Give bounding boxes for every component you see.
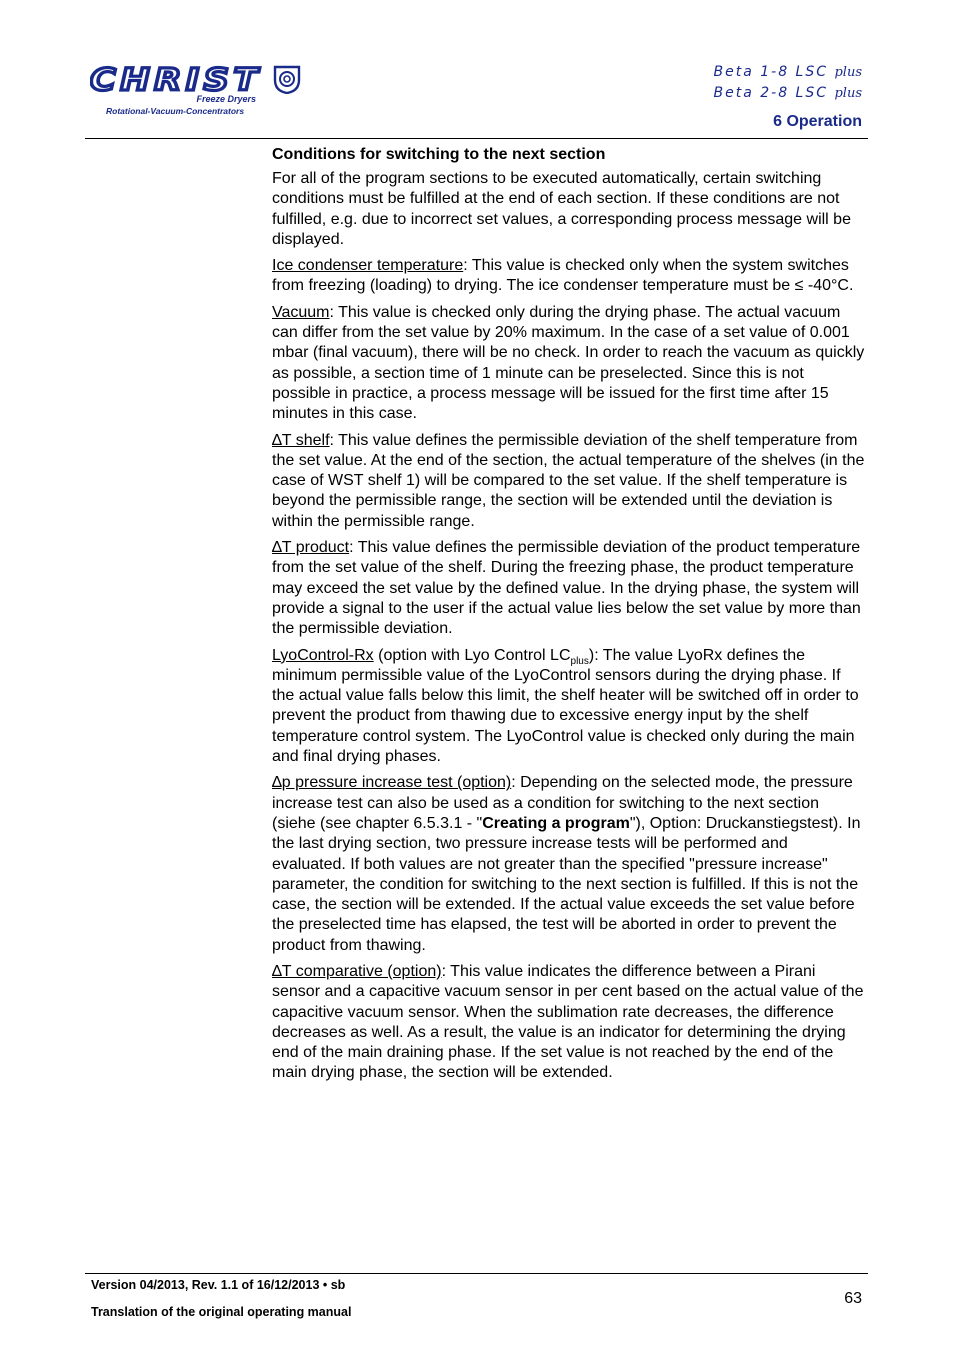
text-delta-t-comparative: : This value indicates the difference between a Pirani sensor and a capacitive vacuum sensor in per cent based on the actual value of the capacitive vacuum sensor. When the sublimation rate decreases, the difference decreases as well. As a result, the value is an indicator for determining the drying end of the main draining phase. If the set value is not reached by the end of the main drying phase, the section will be extended. <box>272 962 864 1082</box>
christ-logo <box>90 58 320 120</box>
term-delta-t-product: ∆T product <box>272 539 350 557</box>
product-suffix-2: plus <box>834 86 862 101</box>
text-pressure-increase: "), Option: Druckanstiegstest). In the last drying section, two pressure increase tests will be performed and evaluated. If both values are not greater than the specified "pressure increase" parameter, the condition for switching to the next section is fulfilled. If this is not the case, the section will be extended. If the actual value exceeds the set value before the preselected time has elapsed, the test will be aborted in order to prevent the product from thawing. <box>272 814 861 954</box>
section-title: 6 Operation <box>773 113 862 130</box>
intro-paragraph: For all of the program sections to be executed automatically, certain switching conditions must be fulfilled at the end of each section. If these conditions are not fulfilled, e.g. due to incorrect set values, a corresponding process message will be displayed. <box>272 170 851 248</box>
term-delta-t-shelf: ∆T shelf <box>272 431 330 449</box>
term-vacuum: Vacuum <box>272 303 330 321</box>
term-pressure-increase: ∆p pressure increase test (option) <box>272 774 512 792</box>
christ-seal-icon <box>272 64 302 94</box>
text-delta-t-shelf: : This value defines the permissible deviation of the shelf temperature from the set value. At the end of the section, the actual temperature of the shelves (in the case of WST shelf 1) will be compared to the set value. If the shelf temperature is beyond the permissible range, the section will be extended until the deviation is within the permissible range. <box>272 431 865 530</box>
logo-subtitle-concentrators: Rotational-Vacuum-Concentrators <box>106 106 245 116</box>
product-name-2: Beta 2-8 LSC <box>713 85 829 101</box>
text-lyocontrol: ): The value LyoRx defines the minimum permissible value of the LyoControl sensors during the drying phase. If the actual value falls below this limit, the shelf heater will be switched off in order to prevent the product from thawing due to excessive energy input by the shelf temperature control system. The LyoControl value is checked only during the main and final drying phases. <box>272 646 859 766</box>
product-name-1: Beta 1-8 LSC <box>713 64 829 80</box>
text-delta-t-product: : This value defines the permissible deviation of the product temperature from the set value of the shelf. During the freezing phase, the product temperature may exceed the set value by the defined value. In the drying phase, the system will provide a signal to the user if the actual value lies below the set value by more than the permissible deviation. <box>272 539 861 638</box>
christ-wordmark <box>90 64 265 94</box>
svg-text:CHRIST: CHRIST <box>90 64 262 94</box>
paragraph-lyocontrol <box>272 646 866 768</box>
paragraph-delta-t-product <box>272 538 866 639</box>
page-number: 63 <box>844 1290 862 1307</box>
text-ice-condenser: : This value is checked only when the system switches from freezing (loading) to drying. The ice condenser temperature must be ≤ -40°C. <box>272 257 854 295</box>
product-suffix-1: plus <box>834 65 862 80</box>
term-ice-condenser: Ice condenser temperature <box>272 257 464 275</box>
term-lyocontrol: LyoControl-Rx <box>272 646 374 664</box>
product-line-2 <box>714 83 863 104</box>
text-creating-program: Creating a program <box>482 814 630 832</box>
footer-version: Version 04/2013, Rev. 1.1 of 16/12/2013 • sb <box>91 1278 346 1292</box>
lyocontrol-subscript: plus <box>570 655 589 667</box>
logo-subtitle-freeze-dryers: Freeze Dryers <box>196 94 256 104</box>
text-pressure-increase-pre: : Depending on the selected mode, the pressure increase test can also be used as a condition for switching to the next section (siehe (see chapter 6.5.3.1 - " <box>272 774 853 832</box>
term-delta-t-comparative: ∆T comparative (option) <box>272 962 442 980</box>
paragraph-delta-t-shelf <box>272 431 866 532</box>
text-vacuum: : This value is checked only during the drying phase. The actual vacuum can differ from the set value by 20% maximum. In the case of a set value of 0.001 mbar (final vacuum), there will be no check. In order to reach the vacuum as quickly as possible, a section time of 1 minute can be preselected. Since this is not possible in practice, a process message will be issued for the first time after 15 minutes in this case. <box>272 303 865 423</box>
main-content <box>272 144 866 1090</box>
product-line-1 <box>714 62 863 83</box>
footer-divider <box>85 1273 868 1274</box>
paragraph-delta-t-comparative <box>272 962 866 1084</box>
paragraph-pressure-increase <box>272 773 866 956</box>
section-heading: Conditions for switching to the next section <box>272 146 606 163</box>
header-divider <box>85 138 868 139</box>
footer-translation: Translation of the original operating manual <box>91 1305 352 1319</box>
paragraph-vacuum <box>272 303 866 425</box>
product-names <box>714 62 863 104</box>
paragraph-ice-condenser <box>272 256 866 297</box>
text-lyocontrol-pre: (option with Lyo Control LC <box>373 646 571 664</box>
